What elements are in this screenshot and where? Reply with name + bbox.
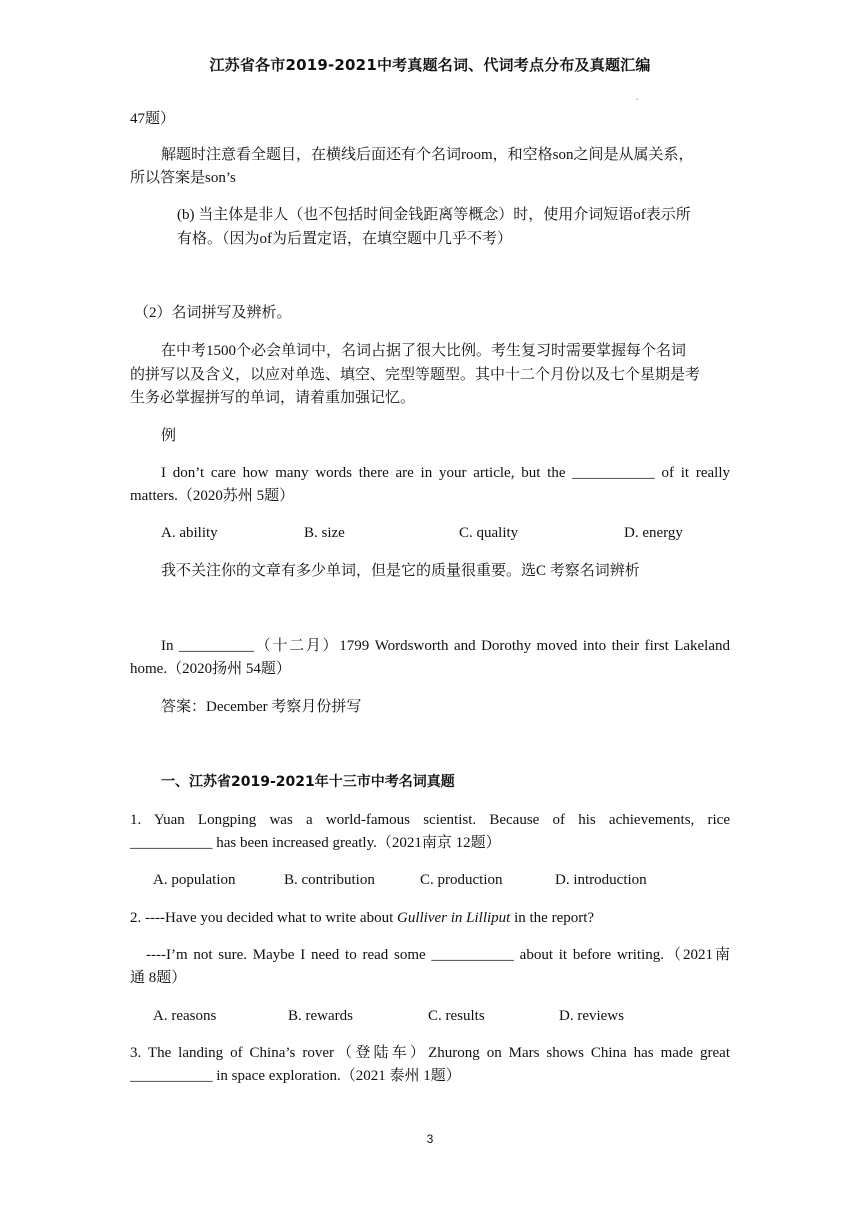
text-line: 生务必掌握拼写的单词，请着重加强记忆。 [130, 390, 416, 406]
option-d: D. introduction [555, 872, 647, 888]
option-c: C. quality [459, 525, 519, 541]
text-line: 47题） [130, 111, 176, 127]
question-text: matters.（2020苏州 5题） [130, 488, 295, 504]
question-3-text: ___________ in space exploration.（2021 泰州 1题） [130, 1068, 461, 1084]
answer-text: 我不关注你的文章有多少单词，但是它的质量很重要。选C 考察名词辨析 [161, 563, 640, 579]
option-c: C. production [420, 872, 503, 888]
text-line: 有格。（因为of为后置定语，在填空题中几乎不考） [177, 231, 512, 247]
text-line: 例 [161, 428, 177, 444]
page-number: 3 [426, 1132, 434, 1146]
option-a: A. population [153, 872, 236, 888]
option-c: C. results [428, 1008, 485, 1024]
book-title: Gulliver in Lilliput [397, 910, 511, 926]
question-text: home.（2020扬州 54题） [130, 661, 291, 677]
option-b: B. contribution [284, 872, 375, 888]
header-dot: . [636, 92, 639, 103]
answer-text: 答案：December 考察月份拼写 [161, 699, 362, 715]
section-title: 一、江苏省2019-2021年十三市中考名词真题 [161, 774, 455, 790]
question-2-text: 通 8题） [130, 970, 187, 986]
question-text: I don’t care how many words there are in your article, but the ___________ of it really [161, 465, 730, 481]
option-b: B. rewards [288, 1008, 353, 1024]
text-line: 的拼写以及含义，以应对单选、填空、完型等题型。其中十二个月份以及七个星期是考 [130, 367, 701, 383]
text-line: 在中考1500个必会单词中，名词占据了很大比例。考生复习时需要掌握每个名词 [161, 343, 687, 359]
option-b: B. size [304, 525, 345, 541]
text-line: (b) 当主体是非人（也不包括时间金钱距离等概念）时，使用介词短语of表示所 [177, 207, 691, 223]
question-1-text: ___________ has been increased greatly.（2021南京 12题） [130, 835, 501, 851]
option-a: A. reasons [153, 1008, 217, 1024]
option-a: A. ability [161, 525, 218, 541]
question-2-text [130, 907, 594, 929]
page-header: 江苏省各市2019-2021中考真题名词、代词考点分布及真题汇编 [209, 56, 651, 74]
question-2-end: in the report? [510, 910, 595, 926]
text-line: 解题时注意看全题目，在横线后面还有个名词room，和空格son之间是从属关系， [161, 147, 694, 163]
option-d: D. reviews [559, 1008, 624, 1024]
text-line: 所以答案是son’s [130, 170, 236, 186]
option-d: D. energy [624, 525, 683, 541]
question-2-text: ----I’m not sure. Maybe I need to read some ___________ about it before writing.（2021南 [146, 947, 730, 963]
question-text: In __________（十二月）1799 Wordsworth and Dorothy moved into their first Lakeland [161, 638, 730, 654]
question-3-text: 3. The landing of China’s rover（登陆车）Zhurong on Mars shows China has made great [130, 1045, 730, 1061]
section-heading: （2）名词拼写及辨析。 [134, 305, 292, 321]
question-2-start: 2. ----Have you decided what to write about [130, 910, 397, 926]
question-1-text: 1. Yuan Longping was a world-famous scientist. Because of his achievements, rice [130, 812, 730, 828]
